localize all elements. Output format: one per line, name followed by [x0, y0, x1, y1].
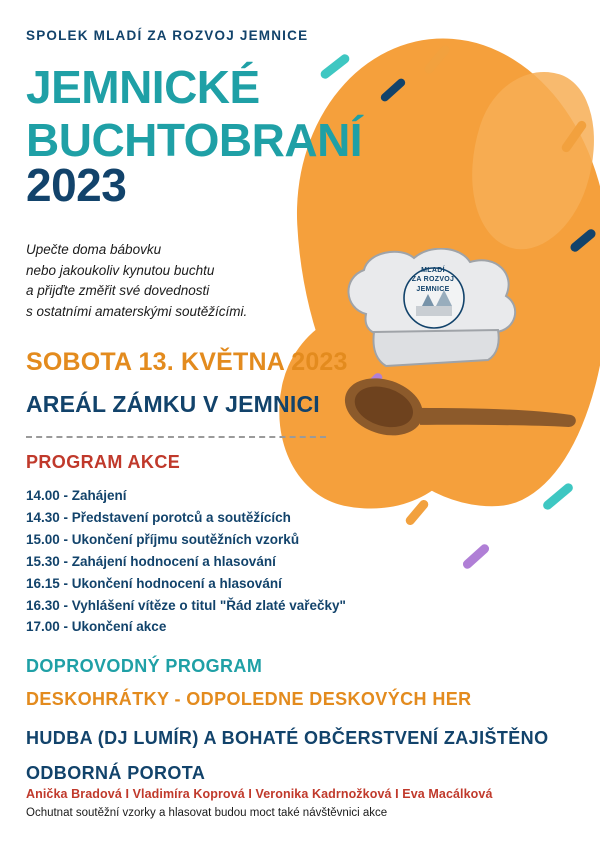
program-item: 14.30 - Představení porotců a soutěžících	[26, 510, 291, 526]
event-place: AREÁL ZÁMKU V JEMNICI	[26, 391, 320, 418]
organizer-name: SPOLEK MLADÍ ZA ROZVOJ JEMNICE	[26, 28, 309, 43]
music-line: HUDBA (DJ LUMÍR) A BOHATÉ OBČERSTVENÍ ZAJIŠTĚNO	[26, 728, 549, 749]
title-line-2: BUCHTOBRANÍ	[26, 114, 363, 167]
jury-heading: ODBORNÁ POROTA	[26, 763, 206, 784]
jury-note: Ochutnat soutěžní vzorky a hlasovat budou moct také návštěvnici akce	[26, 807, 388, 820]
title-line-1: JEMNICKÉ	[26, 61, 260, 113]
program-item: 15.00 - Ukončení příjmu soutěžních vzorků	[26, 532, 300, 548]
logo-text	[396, 266, 470, 294]
program-item: 15.30 - Zahájení hodnocení a hlasování	[26, 553, 276, 569]
accompanying-heading: DOPROVODNÝ PROGRAM	[26, 656, 263, 677]
accompanying-line: DESKOHRÁTKY - ODPOLEDNE DESKOVÝCH HER	[26, 689, 472, 710]
page-title	[26, 61, 456, 212]
jury-block	[26, 763, 574, 819]
title-year: 2023	[26, 159, 127, 212]
program-list	[26, 485, 574, 638]
jury-names: Anička Bradová I Vladimíra Koprová I Veronika Kadrnožková I Eva Macálková	[26, 787, 493, 802]
accompanying-program-block	[26, 656, 574, 710]
wooden-spoon-illustration	[332, 358, 582, 478]
logo-line-1: MLADÍ	[421, 267, 445, 274]
program-item: 17.00 - Ukončení akce	[26, 619, 167, 635]
program-item: 14.00 - Zahájení	[26, 488, 127, 504]
program-heading: PROGRAM AKCE	[26, 452, 181, 473]
music-block	[26, 728, 574, 749]
program-item: 16.15 - Ukončení hodnocení a hlasování	[26, 575, 282, 591]
event-date: SOBOTA 13. KVĚTNA 2023	[26, 348, 348, 377]
spoon-icon	[332, 358, 582, 478]
program-item: 16.30 - Vyhlášení vítěze o titul "Řád zlaté vařečky"	[26, 597, 346, 613]
intro-paragraph: Upečte doma bábovku nebo jakoukoliv kynutou buchtu a přijďte změřit své dovednosti s ostatními amaterskými soutěžícími.	[26, 242, 248, 319]
logo-line-3: JEMNICE	[416, 285, 450, 293]
logo-line-2: ZA ROZVOJ	[411, 276, 455, 284]
divider	[26, 436, 326, 438]
